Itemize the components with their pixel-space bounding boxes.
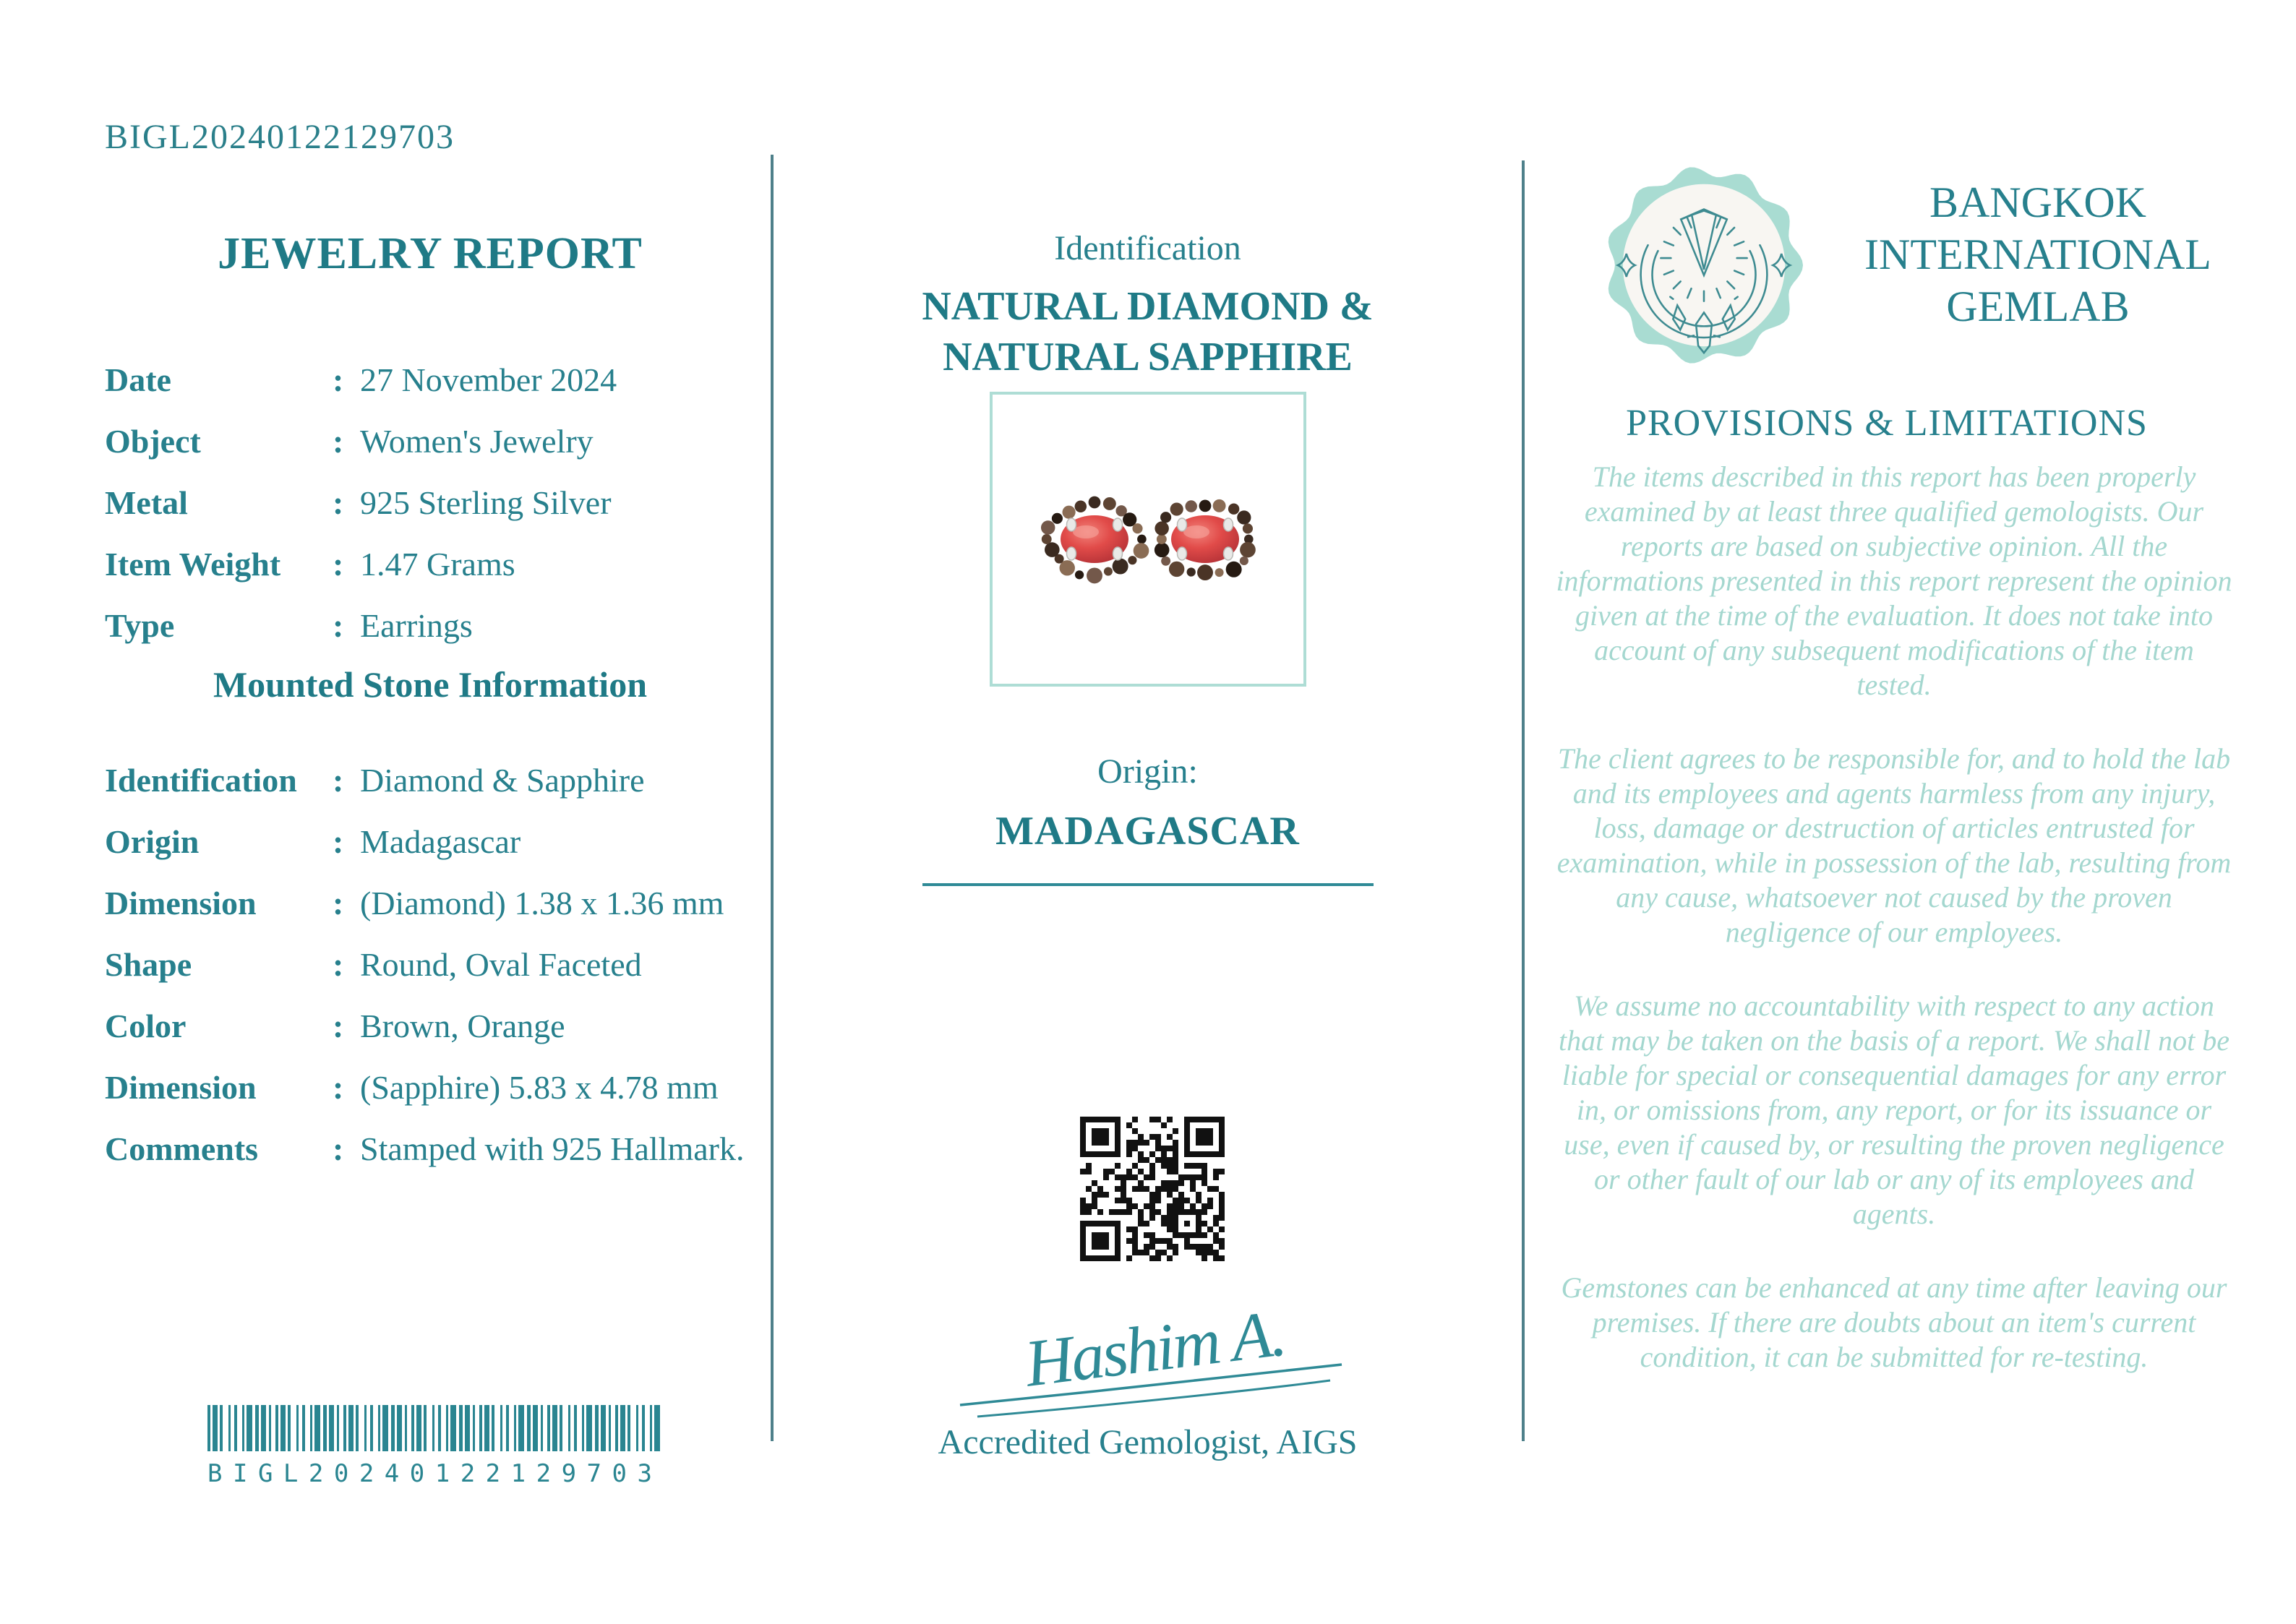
field-row-date bbox=[105, 360, 777, 421]
lab-name bbox=[1848, 176, 2228, 332]
identification-result-line1: NATURAL DIAMOND & bbox=[922, 284, 1374, 329]
field-row-metal bbox=[105, 483, 777, 544]
stone-section-title: Mounted Stone Information bbox=[213, 664, 648, 705]
field-row-color bbox=[105, 1006, 777, 1067]
provisions-paragraph: The items described in this report has been properly examined by at least three qualified gemologists. Our reports are based on subjective opinion. All the informations presented in this report represent the opinion given at the time of the evaluation. It does not take into account of any subsequent modifications of the item tested. bbox=[1556, 460, 2232, 701]
identification-result-line2: NATURAL SAPPHIRE bbox=[943, 335, 1353, 379]
origin-divider bbox=[922, 883, 1374, 886]
field-label: Identification bbox=[105, 762, 297, 799]
field-label: Type bbox=[105, 607, 175, 644]
field-value: Earrings bbox=[360, 607, 473, 644]
field-row-dimension-diamond bbox=[105, 883, 777, 945]
field-row-type bbox=[105, 606, 777, 667]
field-colon: : bbox=[333, 546, 344, 583]
field-value: 1.47 Grams bbox=[360, 546, 515, 583]
provisions-body bbox=[1554, 460, 2234, 1414]
barcode bbox=[207, 1405, 667, 1488]
report-fields bbox=[105, 360, 777, 667]
field-label: Origin bbox=[105, 823, 200, 860]
page-title: JEWELRY REPORT bbox=[218, 229, 643, 278]
field-value: Round, Oval Faceted bbox=[360, 946, 642, 983]
field-row-identification bbox=[105, 760, 777, 822]
item-photo-box bbox=[990, 392, 1306, 687]
provisions-paragraph: Gemstones can be enhanced at any time after leaving our premises. If there are doubts about an item's current condition, it can be submitted for re-testing. bbox=[1561, 1271, 2227, 1373]
gemlab-logo-icon bbox=[1603, 165, 1804, 366]
field-row-comments bbox=[105, 1129, 777, 1190]
field-value: (Diamond) 1.38 x 1.36 mm bbox=[360, 885, 724, 921]
field-colon: : bbox=[333, 1008, 344, 1044]
origin-value: MADAGASCAR bbox=[995, 809, 1300, 854]
field-value: Stamped with 925 Hallmark. bbox=[360, 1130, 745, 1167]
field-label: Comments bbox=[105, 1130, 259, 1167]
field-colon: : bbox=[333, 1069, 344, 1106]
provisions-paragraph: The client agrees to be responsible for, and to hold the lab and its employees and agents harmless from any injury, loss, damage or destruction of articles entrusted for examination, while in possession of the lab, resulting from any cause, whatsoever not caused by the proven negligence of our employees. bbox=[1556, 742, 2232, 948]
field-label: Dimension bbox=[105, 885, 257, 921]
qr-code bbox=[1080, 1117, 1225, 1261]
field-row-shape bbox=[105, 945, 777, 1006]
signatory-title: Accredited Gemologist, AIGS bbox=[938, 1423, 1358, 1461]
lab-name-line2: INTERNATIONAL bbox=[1864, 231, 2211, 278]
field-colon: : bbox=[333, 762, 344, 799]
field-label: Item Weight bbox=[105, 546, 281, 583]
origin-label: Origin: bbox=[1097, 752, 1198, 791]
report-number: BIGL20240122129703 bbox=[105, 118, 455, 156]
provisions-title: PROVISIONS & LIMITATIONS bbox=[1626, 403, 2148, 444]
field-colon: : bbox=[333, 823, 344, 860]
field-row-object bbox=[105, 421, 777, 483]
field-row-origin bbox=[105, 822, 777, 883]
field-value: Brown, Orange bbox=[360, 1008, 565, 1044]
field-value: Women's Jewelry bbox=[360, 423, 594, 460]
field-row-item-weight bbox=[105, 544, 777, 606]
field-label: Object bbox=[105, 423, 201, 460]
field-colon: : bbox=[333, 885, 344, 921]
field-label: Dimension bbox=[105, 1069, 257, 1106]
field-value: Diamond & Sapphire bbox=[360, 762, 645, 799]
field-colon: : bbox=[333, 361, 344, 398]
lab-name-line1: BANGKOK bbox=[1929, 179, 2146, 226]
identification-heading: Identification bbox=[1054, 229, 1241, 267]
field-value: 925 Sterling Silver bbox=[360, 484, 612, 521]
field-label: Shape bbox=[105, 946, 192, 983]
signature bbox=[940, 1285, 1356, 1430]
signature-name: Hashim A. bbox=[1021, 1295, 1288, 1401]
field-colon: : bbox=[333, 1130, 344, 1167]
field-colon: : bbox=[333, 484, 344, 521]
field-value: 27 November 2024 bbox=[360, 361, 617, 398]
field-row-dimension-sapphire bbox=[105, 1067, 777, 1129]
field-colon: : bbox=[333, 423, 344, 460]
field-label: Metal bbox=[105, 484, 188, 521]
field-label: Date bbox=[105, 361, 171, 398]
panel-divider bbox=[1522, 160, 1525, 1441]
barcode-text: BIGL20240122129703 bbox=[207, 1459, 663, 1488]
provisions-paragraph: We assume no accountability with respect to any action that may be taken on the basis of a report. We shall not be liable for special or consequential damages for any error in, or omissions from, any report, or for its issuance or use, even if caused by, or resulting the proven negligence or other fault of our lab or any of its employees and agents. bbox=[1558, 989, 2230, 1230]
earrings-photo bbox=[993, 395, 1303, 684]
field-value: Madagascar bbox=[360, 823, 521, 860]
stone-fields bbox=[105, 760, 777, 1190]
barcode-bars-icon bbox=[207, 1405, 667, 1451]
field-value: (Sapphire) 5.83 x 4.78 mm bbox=[360, 1069, 719, 1106]
field-colon: : bbox=[333, 607, 344, 644]
field-label: Color bbox=[105, 1008, 187, 1044]
lab-name-line3: GEMLAB bbox=[1946, 283, 2130, 330]
field-colon: : bbox=[333, 946, 344, 983]
